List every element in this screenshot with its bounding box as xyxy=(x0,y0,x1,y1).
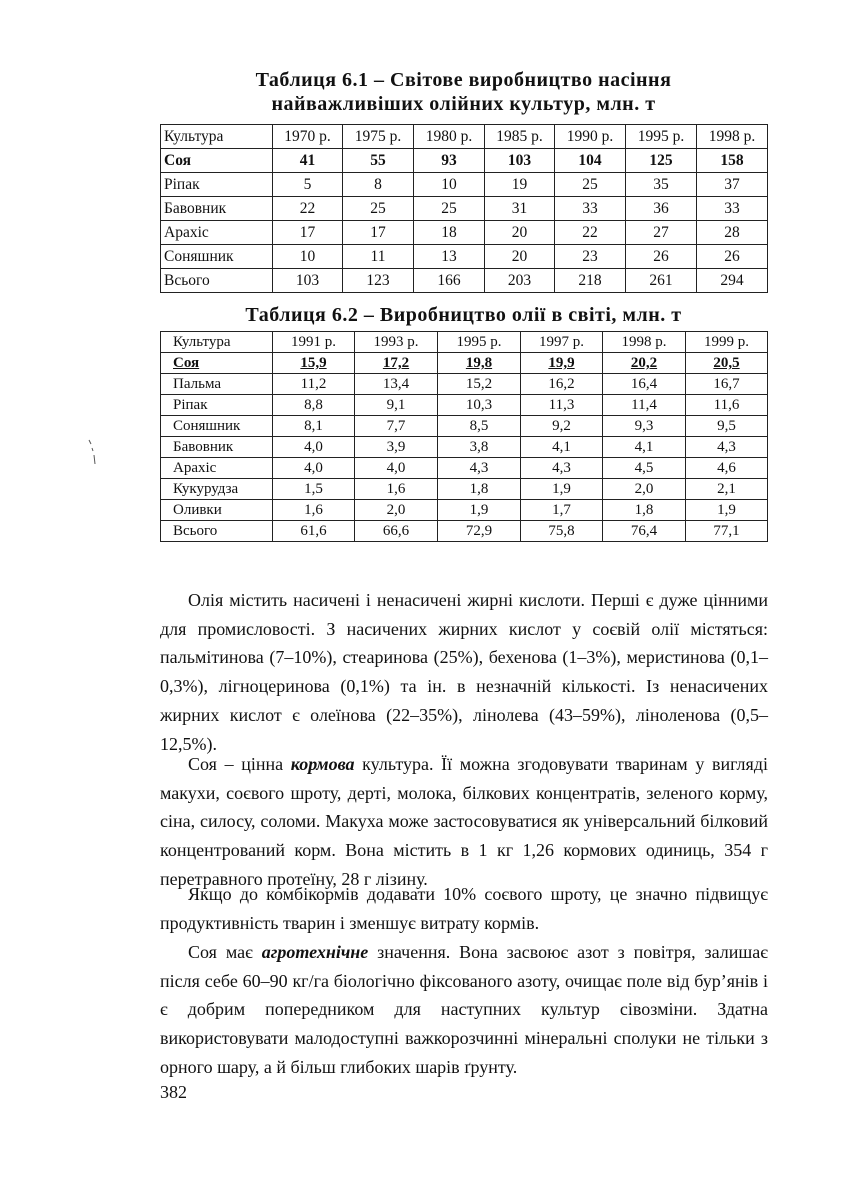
column-header: Культура xyxy=(161,125,273,149)
value-cell: 103 xyxy=(485,149,555,173)
column-header: 1998 р. xyxy=(697,125,768,149)
value-cell: 9,1 xyxy=(355,395,438,416)
column-header: 1995 р. xyxy=(626,125,697,149)
value-cell: 8,5 xyxy=(438,416,521,437)
column-header: 1990 р. xyxy=(555,125,626,149)
table1-caption-line2: найважливіших олійних культур, млн. т xyxy=(271,93,656,115)
crop-name-cell: Соняшник xyxy=(161,245,273,269)
column-header: Культура xyxy=(161,332,273,353)
crop-name-cell: Соя xyxy=(161,353,273,374)
value-cell: 13,4 xyxy=(355,374,438,395)
table-6-2 xyxy=(160,331,768,542)
table1-row xyxy=(161,269,768,293)
value-cell: 17 xyxy=(343,221,414,245)
crop-name-cell: Бавовник xyxy=(161,197,273,221)
value-cell: 9,2 xyxy=(521,416,603,437)
paragraph-agrotechnical xyxy=(160,938,768,1082)
table-6-1 xyxy=(160,124,768,293)
value-cell: 123 xyxy=(343,269,414,293)
value-cell: 8,8 xyxy=(273,395,355,416)
value-cell: 1,8 xyxy=(603,500,686,521)
column-header: 1980 р. xyxy=(414,125,485,149)
column-header: 1975 р. xyxy=(343,125,414,149)
table2-caption: Таблиця 6.2 – Виробництво олії в світі, млн. т xyxy=(245,304,682,326)
p2-text-start: Соя – цінна xyxy=(188,754,291,774)
table2-row xyxy=(161,374,768,395)
table2-row xyxy=(161,437,768,458)
value-cell: 18 xyxy=(414,221,485,245)
value-cell: 158 xyxy=(697,149,768,173)
crop-name-cell: Арахіс xyxy=(161,221,273,245)
column-header: 1993 р. xyxy=(355,332,438,353)
value-cell: 76,4 xyxy=(603,521,686,542)
value-cell: 1,6 xyxy=(273,500,355,521)
value-cell: 23 xyxy=(555,245,626,269)
table2-header-row xyxy=(161,332,768,353)
value-cell: 1,9 xyxy=(521,479,603,500)
value-cell: 93 xyxy=(414,149,485,173)
value-cell: 2,1 xyxy=(686,479,768,500)
value-cell: 19,8 xyxy=(438,353,521,374)
value-cell: 4,6 xyxy=(686,458,768,479)
value-cell: 9,5 xyxy=(686,416,768,437)
value-cell: 33 xyxy=(555,197,626,221)
value-cell: 4,0 xyxy=(355,458,438,479)
paragraph-fodder xyxy=(160,750,768,894)
value-cell: 22 xyxy=(273,197,343,221)
table1-row xyxy=(161,221,768,245)
value-cell: 15,9 xyxy=(273,353,355,374)
value-cell: 11,3 xyxy=(521,395,603,416)
value-cell: 28 xyxy=(697,221,768,245)
value-cell: 20 xyxy=(485,245,555,269)
value-cell: 4,5 xyxy=(603,458,686,479)
p4-emphasis: агротехнічне xyxy=(261,942,369,962)
value-cell: 2,0 xyxy=(355,500,438,521)
value-cell: 25 xyxy=(414,197,485,221)
table2-row xyxy=(161,395,768,416)
table2-row xyxy=(161,458,768,479)
value-cell: 4,3 xyxy=(521,458,603,479)
value-cell: 4,3 xyxy=(686,437,768,458)
crop-name-cell: Пальма xyxy=(161,374,273,395)
column-header: 1999 р. xyxy=(686,332,768,353)
crop-name-cell: Арахіс xyxy=(161,458,273,479)
value-cell: 37 xyxy=(697,173,768,197)
value-cell: 16,7 xyxy=(686,374,768,395)
crop-name-cell: Всього xyxy=(161,269,273,293)
value-cell: 1,9 xyxy=(686,500,768,521)
crop-name-cell: Кукурудза xyxy=(161,479,273,500)
value-cell: 10,3 xyxy=(438,395,521,416)
value-cell: 11,6 xyxy=(686,395,768,416)
value-cell: 104 xyxy=(555,149,626,173)
crop-name-cell: Всього xyxy=(161,521,273,542)
value-cell: 26 xyxy=(626,245,697,269)
value-cell: 5 xyxy=(273,173,343,197)
value-cell: 10 xyxy=(273,245,343,269)
value-cell: 33 xyxy=(697,197,768,221)
value-cell: 26 xyxy=(697,245,768,269)
value-cell: 4,3 xyxy=(438,458,521,479)
value-cell: 11,4 xyxy=(603,395,686,416)
crop-name-cell: Ріпак xyxy=(161,173,273,197)
value-cell: 218 xyxy=(555,269,626,293)
table1-row xyxy=(161,173,768,197)
p4-text-end: значення. Вона засвоює азот з повітря, залишає після себе 60–90 кг/га біологічно фіксованого азоту, очищає поле від бур’янів і є добрим попередником для наступних культур сівозміни. Здатна використовувати малодоступні важкорозчинні мінеральні сполуки не тільки з орного шару, а й більш глибоких шарів ґрунту. xyxy=(160,942,768,1077)
value-cell: 4,0 xyxy=(273,437,355,458)
value-cell: 27 xyxy=(626,221,697,245)
column-header: 1998 р. xyxy=(603,332,686,353)
value-cell: 1,6 xyxy=(355,479,438,500)
table1-row xyxy=(161,197,768,221)
value-cell: 72,9 xyxy=(438,521,521,542)
value-cell: 66,6 xyxy=(355,521,438,542)
value-cell: 3,8 xyxy=(438,437,521,458)
value-cell: 10 xyxy=(414,173,485,197)
column-header: 1970 р. xyxy=(273,125,343,149)
value-cell: 16,4 xyxy=(603,374,686,395)
value-cell: 8,1 xyxy=(273,416,355,437)
value-cell: 36 xyxy=(626,197,697,221)
value-cell: 77,1 xyxy=(686,521,768,542)
value-cell: 3,9 xyxy=(355,437,438,458)
value-cell: 125 xyxy=(626,149,697,173)
value-cell: 16,2 xyxy=(521,374,603,395)
value-cell: 25 xyxy=(343,197,414,221)
value-cell: 294 xyxy=(697,269,768,293)
value-cell: 35 xyxy=(626,173,697,197)
value-cell: 25 xyxy=(555,173,626,197)
value-cell: 31 xyxy=(485,197,555,221)
table1-caption xyxy=(160,68,767,116)
column-header: 1991 р. xyxy=(273,332,355,353)
table2-row xyxy=(161,500,768,521)
column-header: 1995 р. xyxy=(438,332,521,353)
value-cell: 4,1 xyxy=(603,437,686,458)
value-cell: 4,1 xyxy=(521,437,603,458)
value-cell: 41 xyxy=(273,149,343,173)
value-cell: 166 xyxy=(414,269,485,293)
p2-emphasis: кормова xyxy=(290,754,355,774)
page-number: 382 xyxy=(160,1082,187,1102)
column-header: 1985 р. xyxy=(485,125,555,149)
crop-name-cell: Ріпак xyxy=(161,395,273,416)
table2-row xyxy=(161,353,768,374)
value-cell: 1,9 xyxy=(438,500,521,521)
value-cell: 7,7 xyxy=(355,416,438,437)
value-cell: 4,0 xyxy=(273,458,355,479)
table2-row xyxy=(161,521,768,542)
value-cell: 17,2 xyxy=(355,353,438,374)
value-cell: 1,8 xyxy=(438,479,521,500)
value-cell: 103 xyxy=(273,269,343,293)
column-header: 1997 р. xyxy=(521,332,603,353)
value-cell: 9,3 xyxy=(603,416,686,437)
value-cell: 8 xyxy=(343,173,414,197)
value-cell: 261 xyxy=(626,269,697,293)
value-cell: 75,8 xyxy=(521,521,603,542)
value-cell: 13 xyxy=(414,245,485,269)
value-cell: 19,9 xyxy=(521,353,603,374)
crop-name-cell: Бавовник xyxy=(161,437,273,458)
value-cell: 203 xyxy=(485,269,555,293)
value-cell: 1,7 xyxy=(521,500,603,521)
crop-name-cell: Соя xyxy=(161,149,273,173)
value-cell: 19 xyxy=(485,173,555,197)
table1-row xyxy=(161,149,768,173)
crop-name-cell: Соняшник xyxy=(161,416,273,437)
paragraph-fatty-acids: Олія містить насичені і ненасичені жирні кислоти. Перші є дуже цінними для промисловості. З насичених жирних кислот у соєвій олії містяться: пальмітинова (7–10%), стеаринова (25%), бехенова (1–3%), меристинова (0,1–0,3%), лігноцеринова (0,1%) та ін. в незначній кількості. Із ненасичених жирних кислот є олеїнова (22–35%), лінолева (43–59%), ліноленова (0,5–12,5%). xyxy=(160,590,768,754)
table1-caption-line1: Таблиця 6.1 – Світове виробництво насіння xyxy=(255,69,672,91)
value-cell: 20,5 xyxy=(686,353,768,374)
value-cell: 55 xyxy=(343,149,414,173)
value-cell: 22 xyxy=(555,221,626,245)
value-cell: 2,0 xyxy=(603,479,686,500)
value-cell: 1,5 xyxy=(273,479,355,500)
p2-text-end: культура. Її можна згодовувати тваринам у вигляді макухи, соєвого шроту, дерті, молока, білкових концентратів, зеленого корму, сіна, силосу, соломи. Макуха може застосовуватися як універсальний білковий концентрований корм. Вона містить в 1 кг 1,26 кормових одиниць, 354 г перетравного протеїну, 28 г лізину. xyxy=(160,754,768,889)
table2-row xyxy=(161,416,768,437)
table2-row xyxy=(161,479,768,500)
value-cell: 11 xyxy=(343,245,414,269)
value-cell: 20 xyxy=(485,221,555,245)
value-cell: 15,2 xyxy=(438,374,521,395)
table1-row xyxy=(161,245,768,269)
crop-name-cell: Оливки xyxy=(161,500,273,521)
value-cell: 20,2 xyxy=(603,353,686,374)
p4-text-start: Соя має xyxy=(188,942,262,962)
paragraph-compound-feed: Якщо до комбікормів додавати 10% соєвого шроту, це значно підвищує продуктивність тварин і зменшує витрату кормів. xyxy=(160,884,768,933)
pencil-mark xyxy=(88,438,96,466)
value-cell: 61,6 xyxy=(273,521,355,542)
value-cell: 17 xyxy=(273,221,343,245)
table1-header-row xyxy=(161,125,768,149)
value-cell: 11,2 xyxy=(273,374,355,395)
